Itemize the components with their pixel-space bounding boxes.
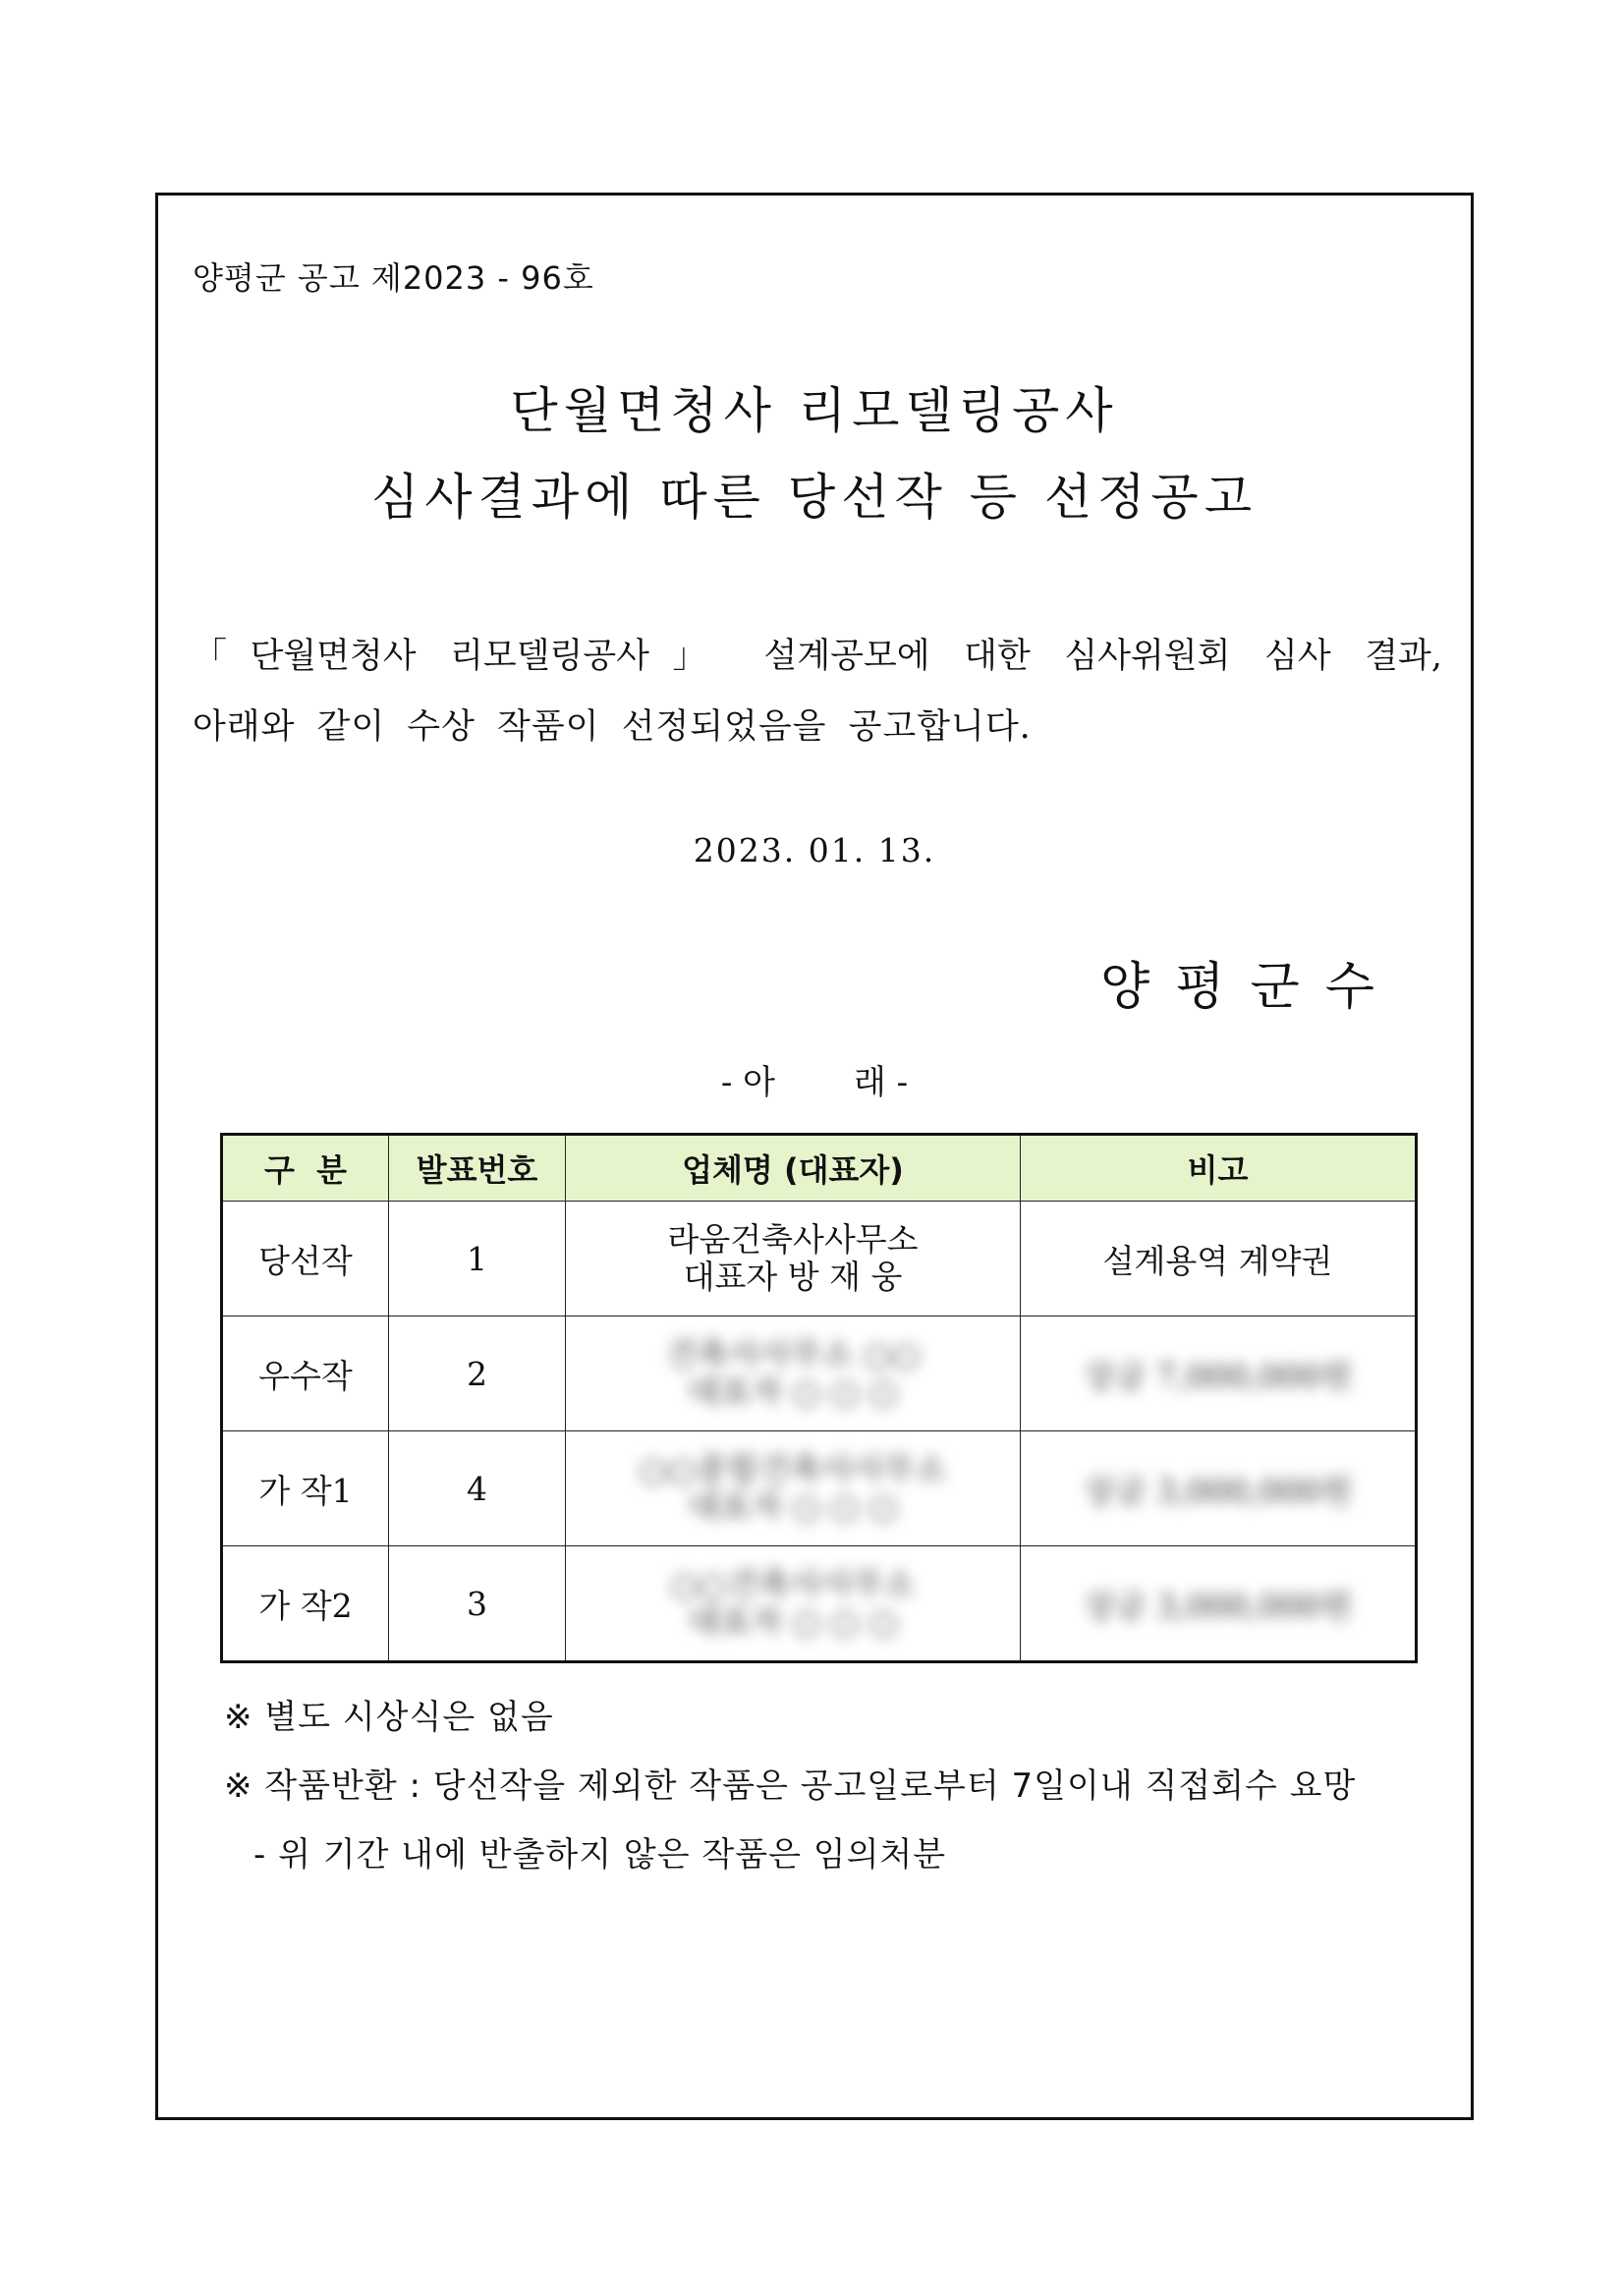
row-category: 우수작 <box>222 1316 389 1431</box>
row-company: ○○건축사사무소 <box>670 1565 916 1603</box>
row-remark-redacted: 상금 3,000,000원 <box>1021 1431 1417 1546</box>
header-category: 구 분 <box>222 1135 389 1202</box>
body-line-1: 「단월면청사 리모델링공사」 설계공모에 대한 심사위원회 심사 결과, <box>193 637 1442 676</box>
row-company: 라움건축사사무소 <box>667 1220 919 1259</box>
row-remark-redacted: 상금 7,000,000원 <box>1021 1316 1417 1431</box>
row-representative: 대표자 ○ ○ ○ <box>688 1602 898 1641</box>
body-line-2: 아래와 같이 수상 작품이 선정되었음을 공고합니다. <box>193 707 1032 747</box>
title-line-2: 심사결과에 따른 당선작 등 선정공고 <box>370 469 1259 526</box>
row-representative: 대표자 ○ ○ ○ <box>688 1487 898 1526</box>
table-header-row <box>222 1135 1417 1202</box>
header-remark: 비고 <box>1021 1135 1417 1202</box>
section-label-left: - 아 <box>720 1063 775 1102</box>
note-disposal: - 위 기간 내에 반출하지 않은 작품은 임의처분 <box>253 1835 947 1875</box>
row-category: 가 작1 <box>222 1431 389 1546</box>
results-table <box>220 1133 1418 1663</box>
row-number: 4 <box>389 1431 566 1546</box>
row-company: ○○종합건축사사무소 <box>639 1450 947 1488</box>
row-company-cell-redacted <box>566 1316 1021 1431</box>
notice-number: 양평군 공고 제2023 - 96호 <box>193 259 594 297</box>
row-company-cell-redacted <box>566 1546 1021 1662</box>
section-label <box>155 1055 1474 1103</box>
row-representative: 대표자 ○ ○ ○ <box>688 1372 898 1411</box>
note-no-ceremony: ※ 별도 시상식은 없음 <box>224 1698 554 1737</box>
signer: 양평군수 <box>1100 958 1400 1017</box>
table-row <box>222 1202 1417 1316</box>
row-remark: 설계용역 계약권 <box>1021 1202 1417 1316</box>
row-category: 가 작2 <box>222 1546 389 1662</box>
section-label-right: 래 - <box>854 1063 909 1102</box>
row-company-cell <box>566 1202 1021 1316</box>
table-row <box>222 1546 1417 1662</box>
table-row <box>222 1431 1417 1546</box>
table-row <box>222 1316 1417 1431</box>
row-number: 3 <box>389 1546 566 1662</box>
row-number: 2 <box>389 1316 566 1431</box>
row-company-cell-redacted <box>566 1431 1021 1546</box>
row-representative: 대표자 방 재 웅 <box>683 1258 903 1296</box>
row-company: 건축사사무소 ○○ <box>665 1335 921 1373</box>
row-remark-redacted: 상금 3,000,000원 <box>1021 1546 1417 1662</box>
row-category: 당선작 <box>222 1202 389 1316</box>
note-return: ※ 작품반환 : 당선작을 제외한 작품은 공고일로부터 7일이내 직접회수 요망 <box>224 1766 1357 1806</box>
row-number: 1 <box>389 1202 566 1316</box>
header-company: 업체명 (대표자) <box>566 1135 1021 1202</box>
header-number: 발표번호 <box>389 1135 566 1202</box>
title-line-1: 단월면청사 리모델링공사 <box>510 382 1119 439</box>
notice-date: 2023. 01. 13. <box>693 831 936 869</box>
